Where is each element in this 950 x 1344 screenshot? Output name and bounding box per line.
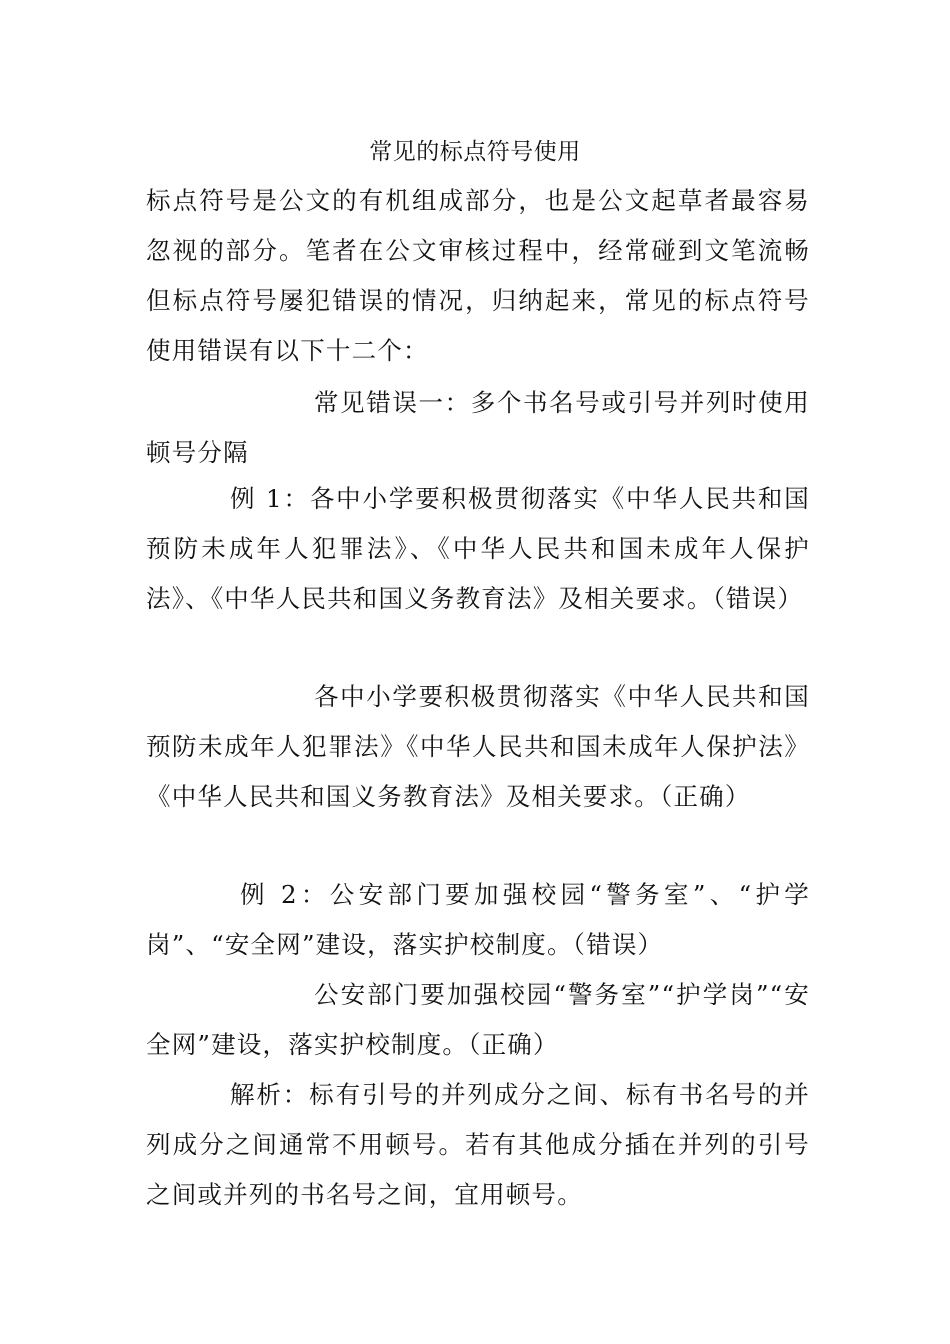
example-two-correct: 公安部门要加强校园“警务室”“护学岗”“安全网”建设，落实护校制度。（正确） — [146, 980, 810, 1059]
example-two-wrong: 例 2：公安部门要加强校园“警务室”、“护学岗”、“安全网”建设，落实护校制度。（错误） — [146, 880, 810, 959]
intro-paragraph: 标点符号是公文的有机组成部分，也是公文起草者最容易忽视的部分。笔者在公文审核过程中，经常碰到文笔流畅但标点符号屡犯错误的情况，归纳起来，常见的标点符号使用错误有以下十二个： — [146, 186, 810, 365]
analysis-paragraph: 解析：标有引号的并列成分之间、标有书名号的并列成分之间通常不用顿号。若有其他成分插在并列的引号之间或并列的书名号之间，宜用顿号。 — [146, 1080, 810, 1209]
example-one-correct: 各中小学要积极贯彻落实《中华人民共和国预防未成年人犯罪法》《中华人民共和国未成年人保护法》《中华人民共和国义务教育法》及相关要求。（正确） — [146, 682, 810, 811]
error-one-heading: 常见错误一：多个书名号或引号并列时使用顿号分隔 — [146, 388, 810, 467]
example-one-wrong: 例 1：各中小学要积极贯彻落实《中华人民共和国预防未成年人犯罪法》、《中华人民共和国未成年人保护法》、《中华人民共和国义务教育法》及相关要求。（错误） — [146, 484, 810, 613]
document-title: 常见的标点符号使用 — [369, 139, 581, 165]
